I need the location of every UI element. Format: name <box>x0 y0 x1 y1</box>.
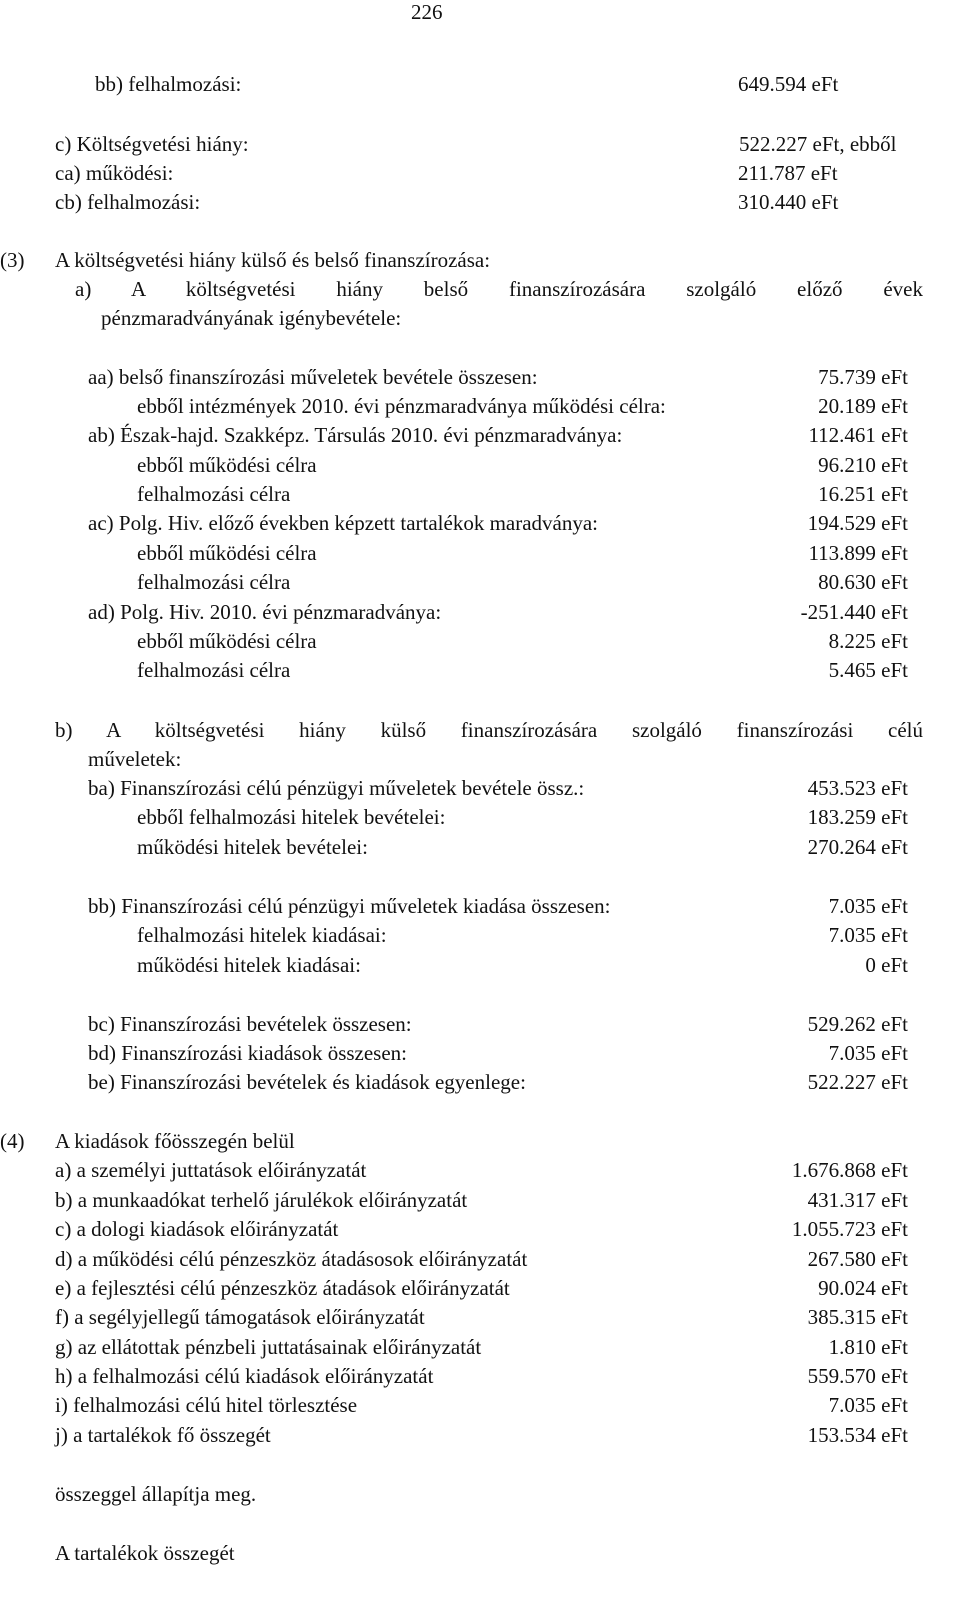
row-label: felhalmozási hitelek kiadásai: <box>137 923 387 947</box>
row-value: 96.210 eFt <box>818 453 908 477</box>
row-label: ab) Észak-hajd. Szakképz. Társulás 2010. évi pénzmaradványa: <box>88 423 623 447</box>
row-value: 267.580 eFt <box>807 1247 908 1271</box>
row-label: felhalmozási célra <box>137 570 291 594</box>
row-label: j) a tartalékok fő összegét <box>55 1423 271 1447</box>
cb-value: 310.440 eFt <box>738 190 839 214</box>
row-value: 8.225 eFt <box>828 629 908 653</box>
row-label: f) a segélyjellegű támogatások előirányzatát <box>55 1305 425 1329</box>
row-value: 7.035 eFt <box>828 1393 908 1417</box>
row-value: -251.440 eFt <box>800 600 908 624</box>
row-label: működési hitelek bevételei: <box>137 835 368 859</box>
row-value: 385.315 eFt <box>807 1305 908 1329</box>
para3-b-line1: b) A költségvetési hiány külső finanszírozására szolgáló finanszírozási célú <box>55 718 923 742</box>
row-value: 183.259 eFt <box>807 805 908 829</box>
row-value: 90.024 eFt <box>818 1276 908 1300</box>
row-value: 7.035 eFt <box>828 894 908 918</box>
row-label: ebből intézmények 2010. évi pénzmaradványa működési célra: <box>137 394 666 418</box>
row-label: ad) Polg. Hiv. 2010. évi pénzmaradványa: <box>88 600 442 624</box>
c-label: c) Költségvetési hiány: <box>55 132 249 156</box>
row-value: 20.189 eFt <box>818 394 908 418</box>
row-label: ebből működési célra <box>137 541 317 565</box>
row-label: c) a dologi kiadások előirányzatát <box>55 1217 339 1241</box>
row-label: a) a személyi juttatások előirányzatát <box>55 1158 367 1182</box>
row-label: be) Finanszírozási bevételek és kiadások egyenlege: <box>88 1070 526 1094</box>
row-label: b) a munkaadókat terhelő járulékok előirányzatát <box>55 1188 468 1212</box>
c-value: 522.227 eFt, ebből <box>739 132 897 156</box>
row-value: 1.810 eFt <box>828 1335 908 1359</box>
row-label: működési hitelek kiadásai: <box>137 953 361 977</box>
row-value: 1.676.868 eFt <box>791 1158 908 1182</box>
row-value: 80.630 eFt <box>818 570 908 594</box>
cb-label: cb) felhalmozási: <box>55 190 201 214</box>
bb-felhalmozasi-value: 649.594 eFt <box>738 72 839 96</box>
bb-felhalmozasi-label: bb) felhalmozási: <box>95 72 242 96</box>
row-label: ebből működési célra <box>137 453 317 477</box>
row-value: 153.534 eFt <box>807 1423 908 1447</box>
para3-heading: A költségvetési hiány külső és belső finanszírozása: <box>55 248 491 272</box>
ca-label: ca) működési: <box>55 161 174 185</box>
para3-a-line2: pénzmaradványának igénybevétele: <box>101 306 402 330</box>
row-label: ba) Finanszírozási célú pénzügyi műveletek bevétele össz.: <box>88 776 585 800</box>
row-label: bd) Finanszírozási kiadások összesen: <box>88 1041 408 1065</box>
row-label: aa) belső finanszírozási műveletek bevétele összesen: <box>88 365 538 389</box>
row-value: 453.523 eFt <box>807 776 908 800</box>
row-value: 522.227 eFt <box>807 1070 908 1094</box>
row-label: felhalmozási célra <box>137 482 291 506</box>
row-label: e) a fejlesztési célú pénzeszköz átadások előirányzatát <box>55 1276 510 1300</box>
closing-text: összeggel állapítja meg. <box>55 1482 257 1506</box>
para4-number: (4) <box>0 1129 25 1153</box>
row-value: 529.262 eFt <box>807 1012 908 1036</box>
row-value: 75.739 eFt <box>818 365 908 389</box>
row-value: 431.317 eFt <box>807 1188 908 1212</box>
row-value: 7.035 eFt <box>828 923 908 947</box>
next-heading: A tartalékok összegét <box>55 1541 235 1565</box>
row-value: 16.251 eFt <box>818 482 908 506</box>
row-label: i) felhalmozási célú hitel törlesztése <box>55 1393 358 1417</box>
para4-heading: A kiadások főösszegén belül <box>55 1129 295 1153</box>
row-value: 1.055.723 eFt <box>791 1217 908 1241</box>
para3-a-line1: a) A költségvetési hiány belső finanszírozására szolgáló előző évek <box>75 277 923 301</box>
row-value: 113.899 eFt <box>808 541 908 565</box>
row-value: 194.529 eFt <box>807 511 908 535</box>
row-value: 5.465 eFt <box>828 658 908 682</box>
row-label: ebből felhalmozási hitelek bevételei: <box>137 805 446 829</box>
page-number: 226 <box>411 0 443 24</box>
para3-b-line2: műveletek: <box>88 747 182 771</box>
row-label: g) az ellátottak pénzbeli juttatásainak előirányzatát <box>55 1335 482 1359</box>
row-label: d) a működési célú pénzeszköz átadásosok előirányzatát <box>55 1247 528 1271</box>
row-label: bc) Finanszírozási bevételek összesen: <box>88 1012 412 1036</box>
ca-value: 211.787 eFt <box>738 161 838 185</box>
para3-number: (3) <box>0 248 25 272</box>
row-label: felhalmozási célra <box>137 658 291 682</box>
row-value: 559.570 eFt <box>807 1364 908 1388</box>
row-value: 270.264 eFt <box>807 835 908 859</box>
row-value: 0 eFt <box>865 953 908 977</box>
row-value: 112.461 eFt <box>808 423 908 447</box>
row-label: ac) Polg. Hiv. előző években képzett tartalékok maradványa: <box>88 511 599 535</box>
row-value: 7.035 eFt <box>828 1041 908 1065</box>
row-label: h) a felhalmozási célú kiadások előirányzatát <box>55 1364 434 1388</box>
row-label: bb) Finanszírozási célú pénzügyi műveletek kiadása összesen: <box>88 894 611 918</box>
row-label: ebből működési célra <box>137 629 317 653</box>
